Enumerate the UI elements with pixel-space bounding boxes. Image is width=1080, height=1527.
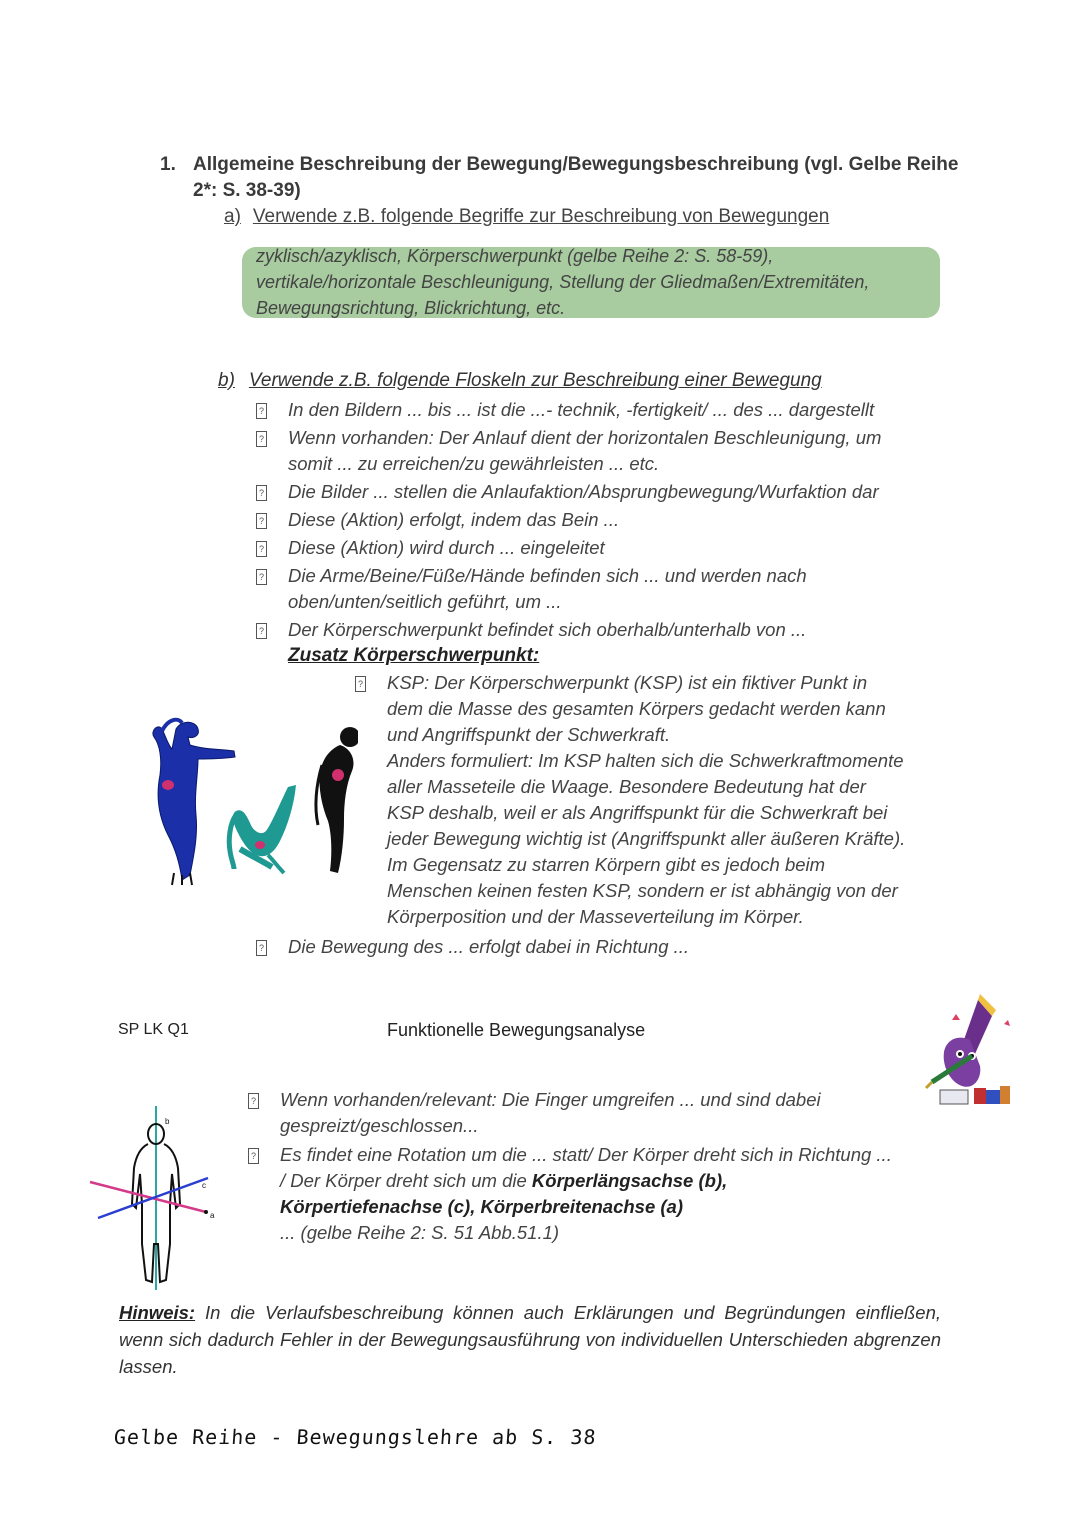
bullet-text: ... (gelbe Reihe 2: S. 51 Abb.51.1) [280,1222,560,1243]
terms-line: Bewegungsrichtung, Blickrichtung, etc. [256,298,566,318]
terms-line: zyklisch/azyklisch, Körperschwerpunkt (gelbe Reihe 2: S. 58-59), [256,246,774,266]
ksp-definition [355,670,955,930]
bullet-item [256,934,689,960]
hinweis-label: Hinweis: [119,1302,196,1323]
subsection-b-label: b) [218,370,235,391]
bullet-text: Die Bilder ... stellen die Anlaufaktion/Absprungbewegung/Wurfaktion dar [288,481,879,502]
ksp-line: KSP: Der Körperschwerpunkt (KSP) ist ein fiktiver Punkt in [387,672,868,693]
blue-figure [153,720,235,885]
subsection-b [218,370,822,392]
zusatz-heading: Zusatz Körperschwerpunkt: [288,645,540,666]
bullet-text: Die Bewegung des ... erfolgt dabei in Richtung ... [288,936,690,957]
bullet-box-icon: ? [256,541,267,557]
bullet-box-icon: ? [355,676,366,692]
depth-axis [90,1182,206,1212]
ksp-line: jeder Bewegung wichtig ist (Angriffspunkt aller äußeren Kräfte). [387,828,906,849]
bullet-item [256,425,881,477]
bullet-text: Diese (Aktion) erfolgt, indem das Bein ... [288,509,620,530]
subsection-a-label: a) [224,206,241,227]
bullet-box-icon: ? [256,513,267,529]
width-axis [98,1178,208,1218]
course-label: SP LK Q1 [118,1021,189,1038]
ksp-line: Anders formuliert: Im KSP halten sich die Schwerkraftmomente [387,750,904,771]
bullet-box-icon: ? [256,431,267,447]
hinweis-paragraph [119,1299,941,1380]
bullet-box-icon: ? [256,623,267,639]
bullet-box-icon: ? [256,403,267,419]
axis-label-b: b [165,1117,170,1126]
bullet-text: somit ... zu erreichen/zu gewährleisten ... etc. [288,453,660,474]
bullet-box-icon: ? [256,569,267,585]
section-title: Allgemeine Beschreibung der Bewegung/Bewegungsbeschreibung (vgl. Gelbe Reihe 2*: S. 38-39) [193,154,959,201]
axis-label-c: c [202,1181,206,1190]
bullet-box-icon: ? [248,1093,259,1109]
bullet-text: Diese (Aktion) wird durch ... eingeleitet [288,537,605,558]
teal-figure [229,785,296,873]
bullet-text: Wenn vorhanden: Der Anlauf dient der horizontalen Beschleunigung, um [288,427,882,448]
bullet-item-rotation [248,1142,948,1246]
bullet-box-icon: ? [256,485,267,501]
ksp-line: Menschen keinen festen KSP, sondern er ist abhängig von der [387,880,898,901]
bullet-text: / Der Körper dreht sich um die [280,1170,532,1191]
ksp-figures-illustration [138,715,358,890]
ksp-line: KSP deshalb, weil er als Angriffspunkt für die Schwerkraft bei [387,802,888,823]
bullet-item [256,397,874,423]
bullet-item [256,507,619,533]
hinweis-text: In die Verlaufsbeschreibung können auch Erklärungen und Begründungen einfließen, wenn sich dadurch Fehler in der Bewegungsausführung von individuellen Unterschieden abgrenzen lassen. [119,1302,942,1377]
body-axes-illustration [88,1104,233,1294]
subsection-a [224,206,829,228]
bullet-text: Wenn vorhanden/relevant: Die Finger umgreifen ... und sind dabei [280,1089,821,1110]
ksp-line: und Angriffspunkt der Schwerkraft. [387,724,671,745]
section-heading [160,152,960,204]
terms-list [256,243,946,321]
bullet-text: Es findet eine Rotation um die ... statt/ Der Körper dreht sich in Richtung ... [280,1144,892,1165]
bullet-box-icon: ? [248,1148,259,1164]
axis-label-a: a [210,1211,215,1220]
subsection-b-title: Verwende z.B. folgende Floskeln zur Beschreibung einer Bewegung [248,370,822,391]
bullet-item [256,617,806,643]
axis-term: Körpertiefenachse (c), Körperbreitenachse (a) [280,1196,684,1217]
bullet-item [248,1087,821,1139]
bullet-box-icon: ? [256,940,267,956]
bullet-item [256,479,879,505]
bullet-text: Die Arme/Beine/Füße/Hände befinden sich ... und werden nach [288,565,807,586]
bullet-text: gespreizt/geschlossen... [280,1115,479,1136]
subsection-a-title: Verwende z.B. folgende Begriffe zur Beschreibung von Bewegungen [252,206,830,227]
bullet-item [256,535,605,561]
bullet-text: Der Körperschwerpunkt befindet sich oberhalb/unterhalb von ... [288,619,807,640]
section-number: 1. [160,154,176,175]
axis-term: Körperlängsachse (b), [531,1170,728,1191]
bullet-item [256,563,807,615]
pen-mascot-illustration [922,990,1022,1114]
handwritten-note: Gelbe Reihe - Bewegungslehre ab S. 38 [113,1425,598,1449]
ksp-line: Körperposition und der Masseverteilung im Körper. [387,906,804,927]
ksp-line: Im Gegensatz zu starren Körpern gibt es jedoch beim [387,854,826,875]
bullet-text: In den Bildern ... bis ... ist die ...- technik, -fertigkeit/ ... des ... dargestellt [288,399,875,420]
terms-line: vertikale/horizontale Beschleunigung, Stellung der Gliedmaßen/Extremitäten, [256,272,870,292]
page-title: Funktionelle Bewegungsanalyse [387,1020,646,1040]
black-figure [316,727,358,873]
bullet-text: oben/unten/seitlich geführt, um ... [288,591,562,612]
ksp-line: aller Masseteile die Waage. Besondere Bedeutung hat der [387,776,866,797]
ksp-line: dem die Masse des gesamten Körpers gedacht werden kann [387,698,886,719]
